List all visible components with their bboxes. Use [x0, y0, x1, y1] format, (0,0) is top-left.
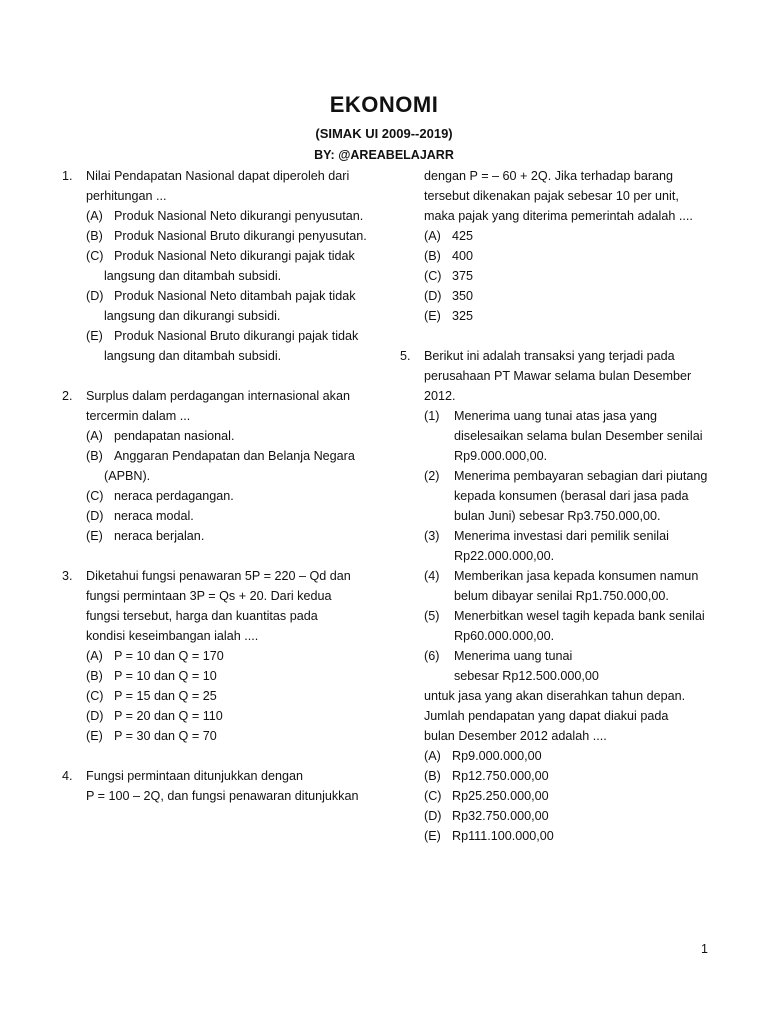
q1-option: [86, 286, 372, 326]
option-label: (A): [86, 209, 103, 223]
transaction-item: [424, 406, 710, 466]
option-text: langsung dan ditambah subsidi.: [104, 269, 282, 283]
item-text: belum dibayar senilai Rp1.750.000,00.: [454, 589, 669, 603]
question-3: [62, 566, 372, 746]
q3-option: [86, 686, 372, 706]
item-label: (2): [424, 469, 440, 483]
q2-option: [86, 486, 372, 506]
page-title: EKONOMI: [329, 92, 439, 117]
question-text: 2012.: [424, 389, 456, 403]
option-label: (C): [424, 789, 442, 803]
option-text: langsung dan ditambah subsidi.: [104, 349, 282, 363]
option-label: (B): [86, 229, 103, 243]
q2-option: [86, 506, 372, 526]
question-text: fungsi permintaan 3P = Qs + 20. Dari kedua: [86, 589, 332, 603]
q5-option: [424, 826, 710, 846]
question-number: 4.: [62, 769, 73, 783]
question-text: P = 100 – 2Q, dan fungsi penawaran ditunjukkan: [86, 789, 359, 803]
item-label: (5): [424, 609, 440, 623]
question-text: Jumlah pendapatan yang dapat diakui pada: [424, 709, 669, 723]
option-label: (D): [86, 289, 104, 303]
option-text: Anggaran Pendapatan dan Belanja Negara: [114, 449, 355, 463]
q4-option: [424, 226, 710, 246]
option-text: Rp12.750.000,00: [452, 769, 549, 783]
option-label: (B): [424, 249, 441, 263]
option-label: (A): [424, 749, 441, 763]
item-label: (1): [424, 409, 440, 423]
question-text: Diketahui fungsi penawaran 5P = 220 – Qd dan: [86, 569, 351, 583]
item-text: Rp60.000.000,00.: [454, 629, 555, 643]
q1-option: [86, 206, 372, 226]
q3-option: [86, 646, 372, 666]
item-text: diselesaikan selama bulan Desember senilai: [454, 429, 703, 443]
question-text: tercermin dalam ...: [86, 409, 191, 423]
q1-option: [86, 246, 372, 286]
question-number: 5.: [400, 349, 411, 363]
q3-option: [86, 726, 372, 746]
option-text: P = 15 dan Q = 25: [114, 689, 217, 703]
question-5: [400, 346, 710, 846]
q4-option: [424, 246, 710, 266]
question-text: Nilai Pendapatan Nasional dapat diperoleh dari: [86, 169, 350, 183]
question-2: [62, 386, 372, 546]
item-label: (3): [424, 529, 440, 543]
item-text: Menerima pembayaran sebagian dari piutang: [454, 469, 708, 483]
option-text: (APBN).: [104, 469, 151, 483]
option-label: (E): [86, 729, 103, 743]
option-text: P = 30 dan Q = 70: [114, 729, 217, 743]
item-text: bulan Juni) sebesar Rp3.750.000,00.: [454, 509, 661, 523]
question-4-continued: [400, 166, 710, 326]
q4-option: [424, 266, 710, 286]
question-number: 1.: [62, 169, 73, 183]
q5-option: [424, 766, 710, 786]
question-text: Fungsi permintaan ditunjukkan dengan: [86, 769, 304, 783]
item-text: Menerbitkan wesel tagih kepada bank senilai: [454, 609, 705, 623]
option-label: (C): [424, 269, 442, 283]
question-text: untuk jasa yang akan diserahkan tahun depan.: [424, 689, 686, 703]
option-label: (E): [424, 309, 441, 323]
q2-option: [86, 426, 372, 446]
option-label: (D): [424, 289, 442, 303]
option-text: Produk Nasional Neto ditambah pajak tidak: [114, 289, 356, 303]
option-text: neraca modal.: [114, 509, 194, 523]
option-text: 375: [452, 269, 474, 283]
option-text: Produk Nasional Neto dikurangi pajak tidak: [114, 249, 355, 263]
q2-option: [86, 446, 372, 486]
option-text: neraca berjalan.: [114, 529, 205, 543]
question-text: Surplus dalam perdagangan internasional akan: [86, 389, 350, 403]
item-text: kepada konsumen (berasal dari jasa pada: [454, 489, 689, 503]
option-text: 400: [452, 249, 474, 263]
item-text: Memberikan jasa kepada konsumen namun: [454, 569, 699, 583]
question-1: [62, 166, 372, 366]
left-column: [62, 166, 372, 806]
option-label: (C): [86, 489, 104, 503]
option-text: Produk Nasional Bruto dikurangi penyusutan.: [114, 229, 367, 243]
option-label: (D): [424, 809, 442, 823]
question-4: [62, 766, 372, 806]
question-number: 2.: [62, 389, 73, 403]
option-text: neraca perdagangan.: [114, 489, 234, 503]
option-label: (A): [86, 429, 103, 443]
q5-option: [424, 786, 710, 806]
author-byline: BY: @AREABELAJARR: [314, 148, 454, 162]
option-text: P = 10 dan Q = 170: [114, 649, 224, 663]
item-label: (4): [424, 569, 440, 583]
question-text: fungsi tersebut, harga dan kuantitas pada: [86, 609, 318, 623]
option-text: Rp9.000.000,00: [452, 749, 542, 763]
q2-option: [86, 526, 372, 546]
item-text: Menerima investasi dari pemilik senilai: [454, 529, 669, 543]
option-label: (B): [86, 449, 103, 463]
option-text: 350: [452, 289, 474, 303]
question-text: dengan P = – 60 + 2Q. Jika terhadap barang: [424, 169, 674, 183]
option-label: (C): [86, 249, 104, 263]
q1-option: [86, 326, 372, 366]
item-text: Menerima uang tunai: [454, 649, 573, 663]
item-text: Rp9.000.000,00.: [454, 449, 548, 463]
q4-option: [424, 306, 710, 326]
option-text: Rp111.100.000,00: [452, 829, 554, 843]
right-column: [400, 166, 710, 866]
question-text: maka pajak yang diterima pemerintah adalah ....: [424, 209, 693, 223]
question-text: tersebut dikenakan pajak sebesar 10 per unit,: [424, 189, 679, 203]
option-label: (A): [424, 229, 441, 243]
option-label: (C): [86, 689, 104, 703]
item-text: sebesar Rp12.500.000,00: [454, 669, 599, 683]
option-label: (E): [424, 829, 441, 843]
option-label: (E): [86, 529, 103, 543]
option-label: (B): [86, 669, 103, 683]
option-text: pendapatan nasional.: [114, 429, 235, 443]
item-label: (6): [424, 649, 440, 663]
question-text: perusahaan PT Mawar selama bulan Desember: [424, 369, 692, 383]
transaction-item: [424, 566, 710, 606]
q5-option: [424, 746, 710, 766]
transaction-item: [424, 646, 710, 686]
item-text: Menerima uang tunai atas jasa yang: [454, 409, 658, 423]
q1-option: [86, 226, 372, 246]
option-label: (D): [86, 509, 104, 523]
question-text: bulan Desember 2012 adalah ....: [424, 729, 607, 743]
q3-option: [86, 706, 372, 726]
option-label: (A): [86, 649, 103, 663]
option-label: (D): [86, 709, 104, 723]
option-text: P = 10 dan Q = 10: [114, 669, 217, 683]
option-label: (B): [424, 769, 441, 783]
question-text: perhitungan ...: [86, 189, 167, 203]
page-subtitle: (SIMAK UI 2009--2019): [315, 126, 453, 141]
q5-option: [424, 806, 710, 826]
transaction-item: [424, 606, 710, 646]
option-label: (E): [86, 329, 103, 343]
option-text: Rp25.250.000,00: [452, 789, 549, 803]
option-text: Produk Nasional Neto dikurangi penyusutan.: [114, 209, 364, 223]
option-text: 425: [452, 229, 474, 243]
q3-option: [86, 666, 372, 686]
question-text: kondisi keseimbangan ialah ....: [86, 629, 259, 643]
option-text: 325: [452, 309, 474, 323]
question-number: 3.: [62, 569, 73, 583]
option-text: Produk Nasional Bruto dikurangi pajak tidak: [114, 329, 359, 343]
q4-option: [424, 286, 710, 306]
option-text: langsung dan dikurangi subsidi.: [104, 309, 281, 323]
option-text: Rp32.750.000,00: [452, 809, 549, 823]
page-number: 1: [701, 942, 708, 956]
item-text: Rp22.000.000,00.: [454, 549, 555, 563]
question-text: Berikut ini adalah transaksi yang terjadi pada: [424, 349, 675, 363]
transaction-item: [424, 526, 710, 566]
transaction-item: [424, 466, 710, 526]
option-text: P = 20 dan Q = 110: [114, 709, 223, 723]
